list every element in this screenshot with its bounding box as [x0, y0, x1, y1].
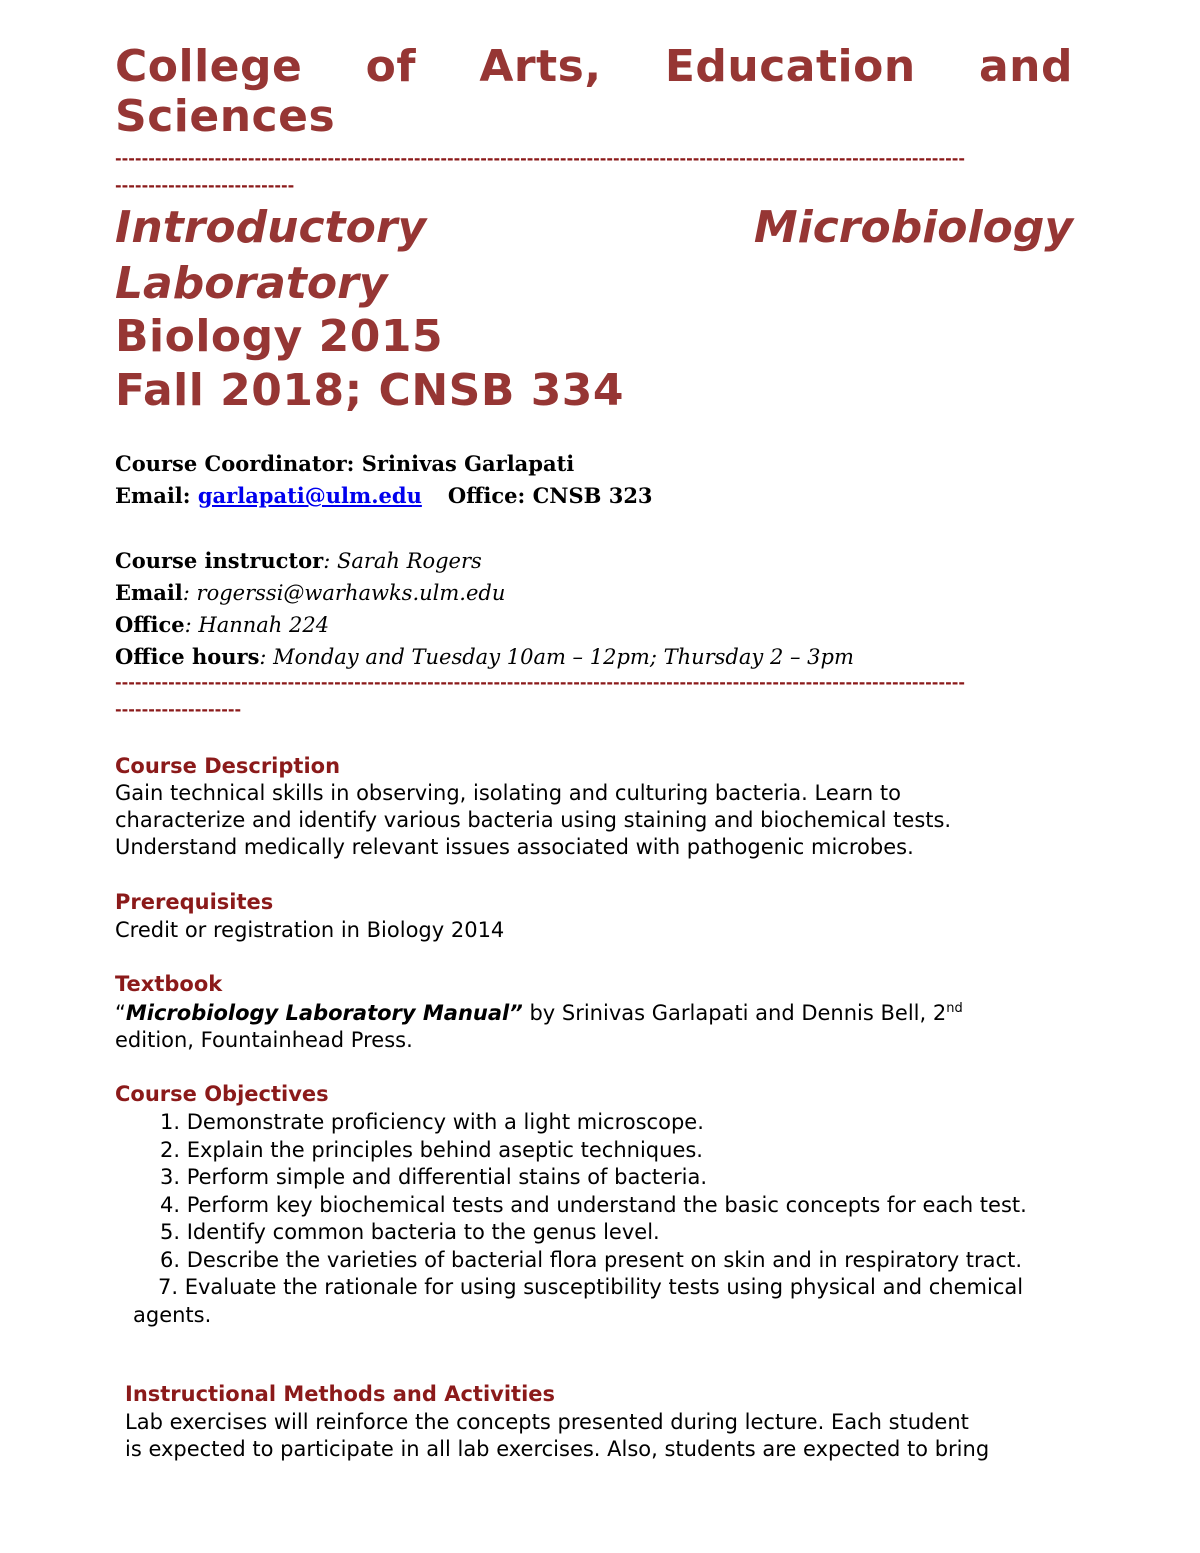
textbook-heading: Textbook [115, 972, 223, 996]
objective-item: 3. Perform simple and differential stains of bacteria. [160, 1165, 708, 1189]
objective-item: 6. Describe the varieties of bacterial flora present on skin and in respiratory tract. [160, 1247, 1022, 1272]
objective-item-continuation: agents. [133, 1303, 212, 1327]
instructor-name: : Sarah Rogers [323, 549, 482, 573]
college-word: College [115, 41, 303, 92]
objectives-list [160, 1109, 1027, 1302]
objective-item: 4. Perform key biochemical tests and understand the basic concepts for each test. [160, 1192, 1027, 1217]
textbook-edition-sup: nd [946, 1001, 963, 1016]
objective-item: 2. Explain the principles behind aseptic techniques. [160, 1137, 703, 1162]
college-heading [115, 42, 1073, 142]
textbook-open-quote: “ [115, 1001, 126, 1025]
textbook-title: Microbiology Laboratory Manual” [125, 1001, 523, 1025]
college-heading-line1 [115, 42, 1073, 92]
objective-item: 7. Evaluate the rationale for using susceptibility tests using physical and chemical [158, 1275, 1024, 1299]
textbook-line2: edition, Fountainhead Press. [115, 1028, 413, 1052]
prerequisites-heading: Prerequisites [115, 890, 274, 914]
instructor-email[interactable]: : rogerssi@warhawks.ulm.edu [182, 581, 506, 605]
objective-item: 5. Identify common bacteria to the genus level. [160, 1220, 660, 1244]
objective-item: 1. Demonstrate proficiency with a light microscope. [160, 1110, 704, 1134]
college-heading-line2: Sciences [115, 91, 336, 142]
divider-dashes: -------------------------------------------------------------------------------------------------------------------------------- [115, 674, 965, 691]
course-objectives-heading: Course Objectives [115, 1082, 329, 1106]
course-term: Fall 2018; CNSB 334 [115, 365, 625, 416]
description-line: Gain technical skills in observing, isolating and culturing bacteria. Learn to [115, 781, 901, 805]
college-word: and [978, 41, 1073, 92]
methods-line: Lab exercises will reinforce the concepts presented during lecture. Each student [125, 1410, 969, 1434]
instructor-block [115, 545, 854, 673]
instructor-office-label: Office [115, 612, 185, 637]
description-line: characterize and identify various bacteria using staining and biochemical tests. [115, 808, 952, 832]
college-word: of [365, 41, 417, 92]
prerequisites-text: Credit or registration in Biology 2014 [115, 918, 505, 942]
textbook-text [115, 1000, 1115, 1054]
instructional-methods-heading: Instructional Methods and Activities [125, 1382, 556, 1406]
instructor-office: : Hannah 224 [184, 613, 330, 637]
instructional-methods-body [125, 1409, 1125, 1463]
divider-dashes: ------------------- [115, 701, 242, 718]
coordinator-office: Office: CNSB 323 [447, 483, 653, 508]
course-title-line2: Laboratory [115, 258, 388, 309]
coordinator-email-label: Email: [115, 483, 198, 508]
course-number: Biology 2015 [115, 311, 444, 362]
course-title-line1 [115, 200, 1073, 256]
coordinator-label: Course Coordinator: Srinivas Garlapati [115, 451, 575, 476]
description-line: Understand medically relevant issues associated with pathogenic microbes. [115, 835, 914, 859]
college-word: Arts, [479, 41, 602, 92]
title-word: Introductory [115, 202, 427, 253]
course-info-heading [115, 310, 624, 418]
divider-dashes: --------------------------- [115, 177, 295, 194]
instructor-label: Course instructor [115, 548, 324, 573]
office-hours-label: Office hours [115, 644, 260, 669]
title-word: Microbiology [753, 202, 1073, 253]
college-word: Education [664, 41, 916, 92]
coordinator-block [115, 448, 653, 512]
textbook-authors: by Srinivas Garlapati and Dennis Bell, 2 [522, 1001, 947, 1025]
methods-line: is expected to participate in all lab exercises. Also, students are expected to bring [125, 1437, 990, 1461]
coordinator-email-link[interactable]: garlapati@ulm.edu [197, 483, 422, 508]
office-hours: : Monday and Tuesday 10am – 12pm; Thursday 2 – 3pm [259, 645, 854, 669]
course-description-body [115, 780, 1115, 861]
instructor-email-label: Email [115, 580, 183, 605]
course-description-heading: Course Description [115, 754, 341, 778]
divider-dashes: -------------------------------------------------------------------------------------------------------------------------------- [115, 150, 965, 167]
course-title [115, 200, 1073, 312]
